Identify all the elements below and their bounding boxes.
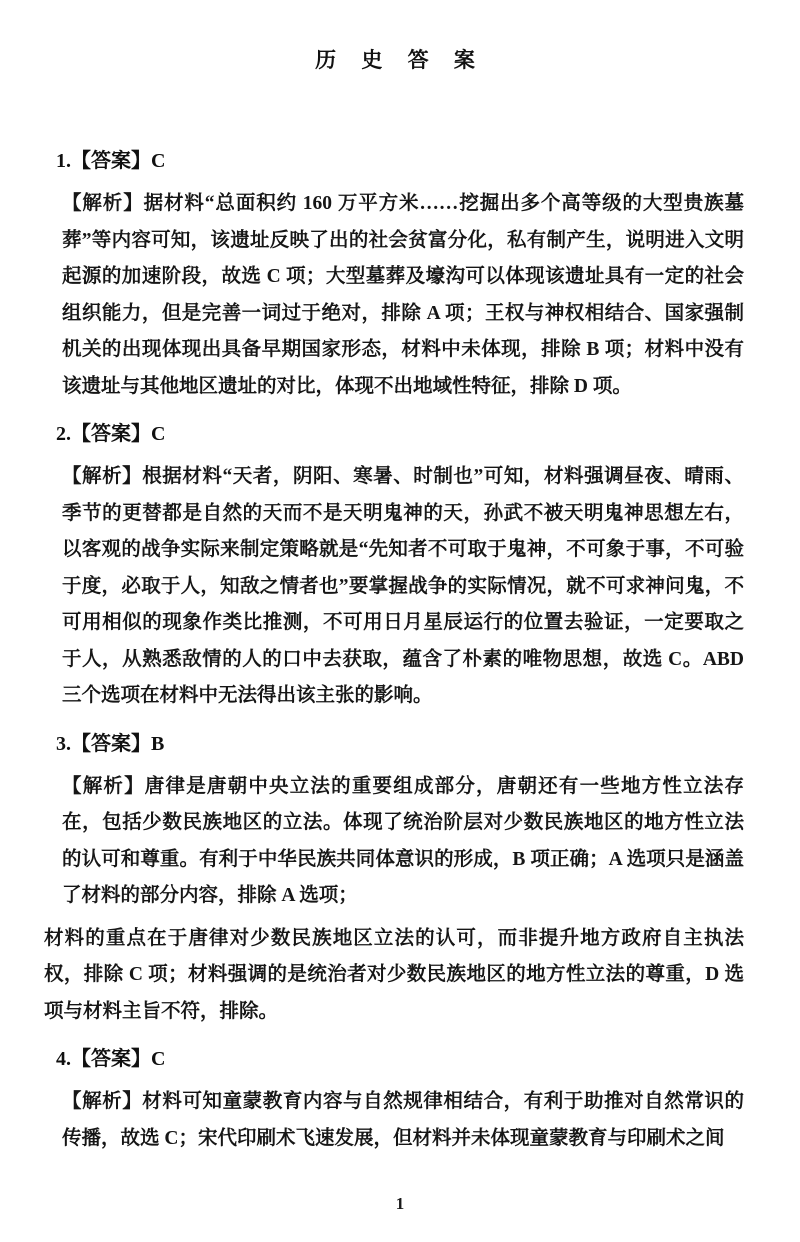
- page-title: 历 史 答 案: [315, 48, 485, 72]
- analysis-paragraph-1: 【解析】据材料“总面积约 160 万平方米……挖掘出多个高等级的大型贵族墓葬”等内容可知，该遗址反映了出的社会贫富分化，私有制产生，说明进入文明起源的加速阶段，故选 C 项；大型墓葬及壕沟可以体现该遗址具有一定的社会组织能力，但是完善一词过于绝对，排除 A 项；王权与神权相结合、国家强制机关的出现体现出具备早期国家形态，材料中未体现，排除 B 项；材料中没有该遗址与其他地区遗址的对比，体现不出地域性特征，排除 D 项。: [62, 193, 744, 397]
- analysis-paragraph-3a: 【解析】唐律是唐朝中央立法的重要组成部分，唐朝还有一些地方性立法存在，包括少数民族地区的立法。体现了统治阶层对少数民族地区的地方性立法的认可和尊重。有利于中华民族共同体意识的形成，B 项正确；A 选项只是涵盖了材料的部分内容，排除 A 选项；: [62, 775, 744, 906]
- page-number: 1: [395, 1194, 405, 1213]
- answer-heading-1: 1.【答案】C: [56, 150, 166, 172]
- answer-item-3: [44, 727, 744, 1031]
- analysis-paragraph-3b: 材料的重点在于唐律对少数民族地区立法的认可，而非提升地方政府自主执法权，排除 C 项；材料强调的是统治者对少数民族地区的地方性立法的尊重，D 选项与材料主旨不符，排除。: [44, 927, 744, 1022]
- answer-item-4: [56, 1042, 744, 1157]
- answers-content: [0, 74, 800, 1157]
- answer-item-1: [56, 144, 744, 405]
- analysis-paragraph-4: 【解析】材料可知童蒙教育内容与自然规律相结合，有利于助推对自然常识的传播，故选 C；宋代印刷术飞速发展，但材料并未体现童蒙教育与印刷术之间: [62, 1091, 744, 1149]
- answer-heading-4: 4.【答案】C: [56, 1048, 166, 1070]
- answer-heading-2: 2.【答案】C: [56, 423, 166, 445]
- answer-item-2: [56, 417, 744, 715]
- answer-heading-3: 3.【答案】B: [56, 732, 165, 755]
- analysis-paragraph-2: 【解析】根据材料“天者，阴阳、寒暑、时制也”可知，材料强调昼夜、晴雨、季节的更替都是自然的天而不是天明鬼神的天，孙武不被天明鬼神思想左右，以客观的战争实际来制定策略就是“先知者不可取于鬼神，不可象于事，不可验于度，必取于人，知敌之情者也”要掌握战争的实际情况，就不可求神问鬼，不可用相似的现象作类比推测，不可用日月星辰运行的位置去验证，一定要取之于人，从熟悉敌情的人的口中去获取，蕴含了朴素的唯物思想，故选 C。ABD 三个选项在材料中无法得出该主张的影响。: [62, 466, 744, 706]
